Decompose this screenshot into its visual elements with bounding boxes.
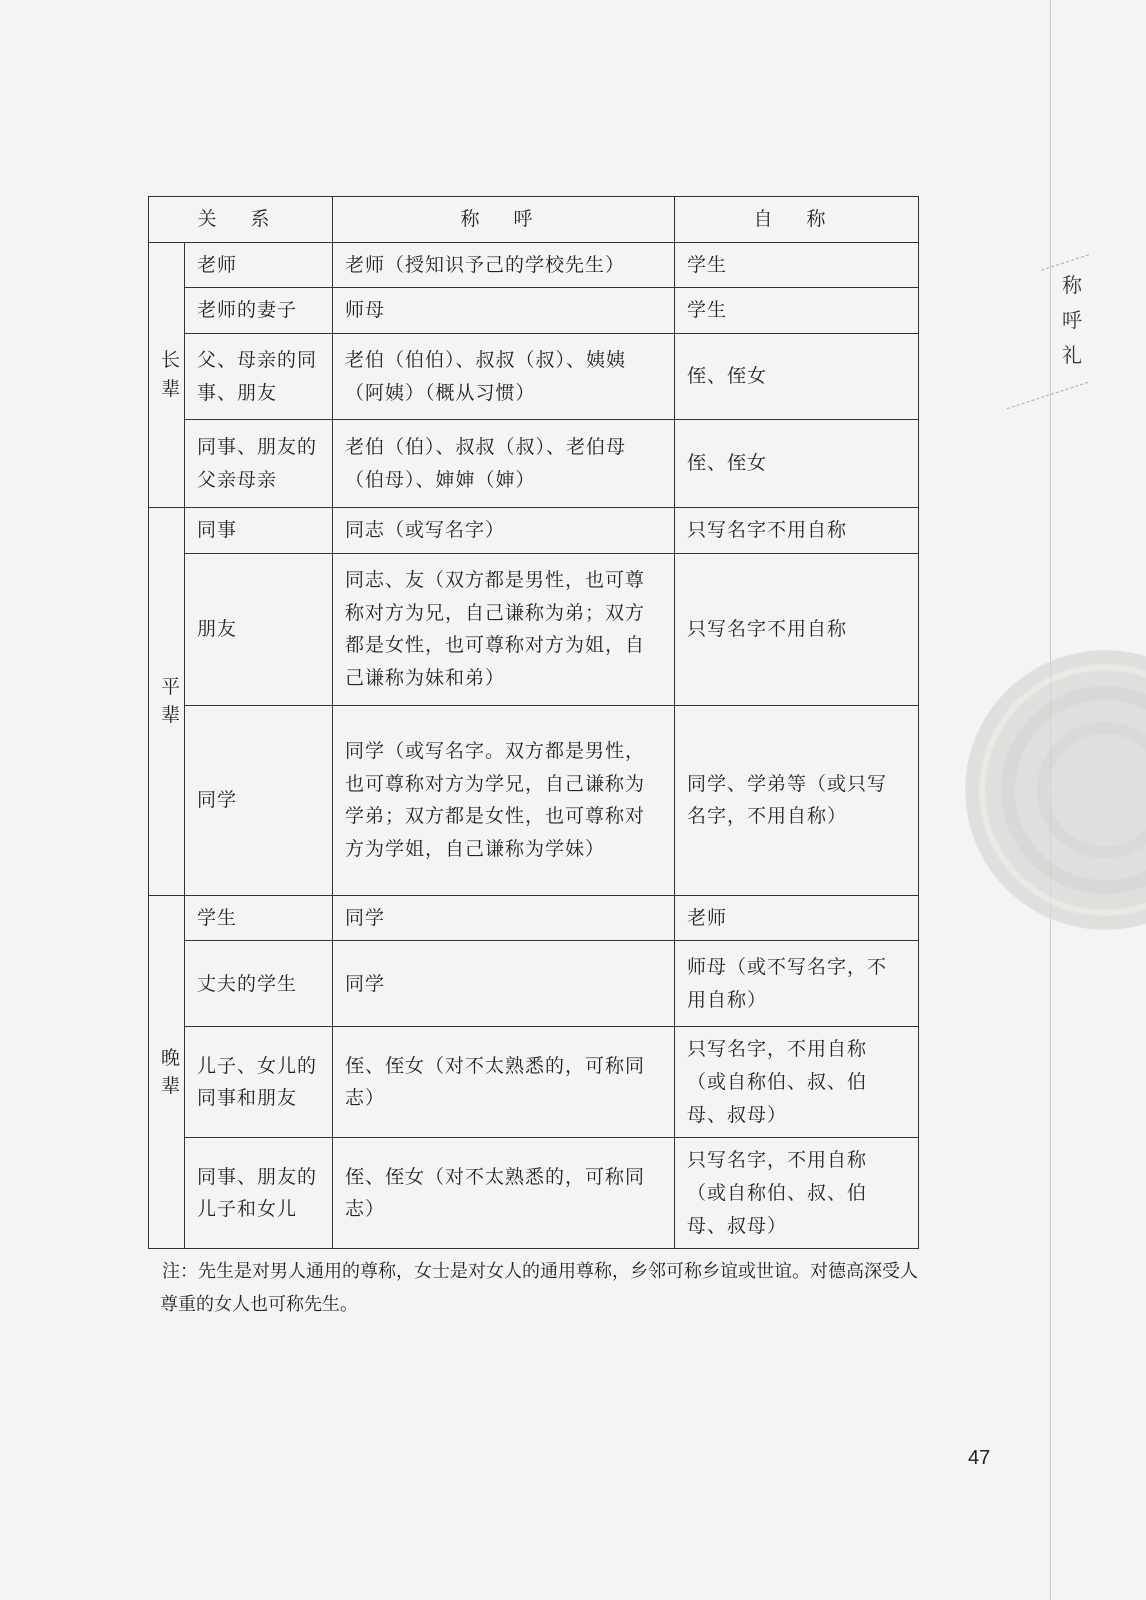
chapter-side-title — [1062, 268, 1092, 373]
address-cell: 师母 — [333, 288, 675, 334]
address-cell: 侄、侄女（对不太熟悉的，可称同志） — [333, 1027, 675, 1138]
table-row — [149, 553, 919, 705]
address-cell: 同志、友（双方都是男性，也可尊称对方为兄，自己谦称为弟；双方都是女性，也可尊称对方为姐，自己谦称为妹和弟） — [333, 553, 675, 705]
table-row — [149, 895, 919, 941]
relation-cell: 丈夫的学生 — [185, 941, 333, 1027]
table-footnote: 注：先生是对男人通用的尊称，女士是对女人的通用尊称，乡邻可称乡谊或世谊。对德高深受人尊重的女人也可称先生。 — [160, 1261, 918, 1316]
table-row — [149, 1027, 919, 1138]
table-row — [149, 705, 919, 895]
self-cell: 学生 — [675, 242, 919, 288]
relation-cell: 同事 — [185, 508, 333, 554]
relation-cell: 朋友 — [185, 553, 333, 705]
self-cell: 侄、侄女 — [675, 420, 919, 508]
address-cell: 老师（授知识予己的学校先生） — [333, 242, 675, 288]
relation-cell: 老师的妻子 — [185, 288, 333, 334]
header-relation: 关 系 — [149, 197, 333, 243]
relation-cell: 同事、朋友的父亲母亲 — [185, 420, 333, 508]
table-row — [149, 941, 919, 1027]
relation-cell: 学生 — [185, 895, 333, 941]
side-title-char: 礼 — [1062, 343, 1082, 367]
self-cell: 师母（或不写名字，不用自称） — [675, 941, 919, 1027]
side-decoration-line — [1007, 382, 1088, 409]
relation-cell: 同事、朋友的儿子和女儿 — [185, 1138, 333, 1249]
table-row — [149, 420, 919, 508]
self-cell: 只写名字不用自称 — [675, 553, 919, 705]
table-row — [149, 288, 919, 334]
address-cell: 同学（或写名字。双方都是男性，也可尊称对方为学兄，自己谦称为学弟；双方都是女性，也可尊称对方为学姐，自己谦称为学妹） — [333, 705, 675, 895]
header-address: 称 呼 — [333, 197, 675, 243]
generation-label: 长 辈 — [149, 242, 185, 507]
side-title-char: 称 — [1062, 273, 1082, 297]
side-title-char: 呼 — [1062, 308, 1082, 332]
generation-label: 平 辈 — [149, 508, 185, 896]
self-cell: 只写名字，不用自称（或自称伯、叔、伯母、叔母） — [675, 1138, 919, 1249]
table-header-row — [149, 197, 919, 243]
relation-cell: 儿子、女儿的同事和朋友 — [185, 1027, 333, 1138]
relation-cell: 同学 — [185, 705, 333, 895]
address-etiquette-table — [148, 196, 919, 1249]
header-self: 自 称 — [675, 197, 919, 243]
address-cell: 侄、侄女（对不太熟悉的，可称同志） — [333, 1138, 675, 1249]
address-cell: 老伯（伯）、叔叔（叔）、老伯母（伯母）、婶婶（婶） — [333, 420, 675, 508]
address-cell: 老伯（伯伯）、叔叔（叔）、姨姨（阿姨）（概从习惯） — [333, 334, 675, 420]
self-cell: 同学、学弟等（或只写名字，不用自称） — [675, 705, 919, 895]
cloud-pattern-ornament — [965, 650, 1146, 930]
address-cell: 同学 — [333, 895, 675, 941]
relation-cell: 父、母亲的同事、朋友 — [185, 334, 333, 420]
table-row — [149, 242, 919, 288]
address-cell: 同志（或写名字） — [333, 508, 675, 554]
address-cell: 同学 — [333, 941, 675, 1027]
table-row — [149, 1138, 919, 1249]
self-cell: 只写名字不用自称 — [675, 508, 919, 554]
self-cell: 老师 — [675, 895, 919, 941]
table-row — [149, 334, 919, 420]
table-row — [149, 508, 919, 554]
self-cell: 侄、侄女 — [675, 334, 919, 420]
page-number: 47 — [968, 1447, 991, 1469]
self-cell: 学生 — [675, 288, 919, 334]
generation-label: 晚 辈 — [149, 895, 185, 1249]
self-cell: 只写名字，不用自称（或自称伯、叔、伯母、叔母） — [675, 1027, 919, 1138]
relation-cell: 老师 — [185, 242, 333, 288]
